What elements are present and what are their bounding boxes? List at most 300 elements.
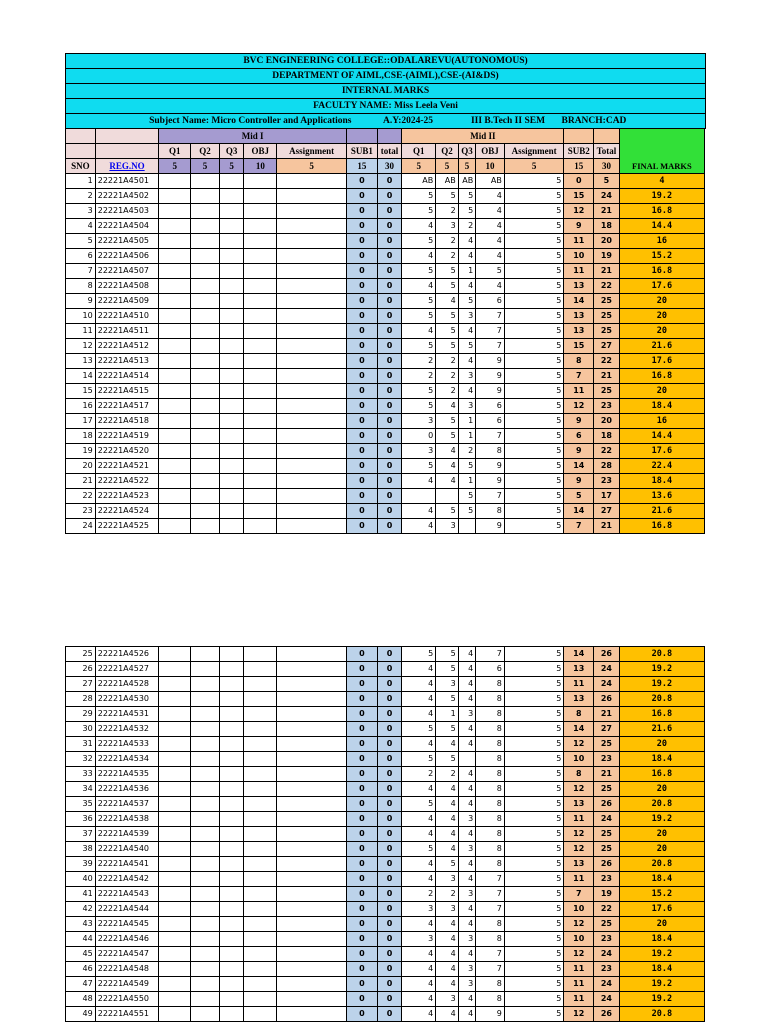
mid1-q2-cell <box>191 872 220 887</box>
total1-cell: 0 <box>377 444 402 459</box>
mid1-assignment-cell <box>277 722 347 737</box>
sub2-cell: 13 <box>564 309 594 324</box>
mid2-q1-cell: 5 <box>402 459 436 474</box>
mid2-assignment-cell: 5 <box>504 174 564 189</box>
mid1-q3-cell <box>219 962 244 977</box>
regno-cell: 22221A4514 <box>95 369 159 384</box>
mid1-q1-cell <box>159 399 191 414</box>
mid1-assignment-cell <box>277 174 347 189</box>
mid1-q1-cell <box>159 827 191 842</box>
table-row <box>66 249 705 264</box>
sno-cell: 6 <box>66 249 96 264</box>
mid1-assignment-cell <box>277 827 347 842</box>
mid1-q3-cell <box>219 752 244 767</box>
mid1-assignment-cell <box>277 294 347 309</box>
mid2-assignment-cell: 5 <box>504 414 564 429</box>
mid2-q1-cell: 0 <box>402 429 436 444</box>
total2-cell: 26 <box>594 692 620 707</box>
mid1-q2-cell <box>191 677 220 692</box>
regno-cell: 22221A4523 <box>95 489 159 504</box>
table-row <box>66 647 705 662</box>
mid2-assignment-cell: 5 <box>504 887 563 902</box>
mid1-obj-cell <box>244 677 277 692</box>
final-marks-cell: 20.8 <box>619 1007 704 1022</box>
sub1-cell: 0 <box>346 1007 377 1022</box>
mid1-obj-cell <box>244 992 277 1007</box>
mid2-q3-cell: 5 <box>458 294 475 309</box>
final-marks-cell: 20 <box>619 842 704 857</box>
sub2-cell: 15 <box>564 339 594 354</box>
mid1-q1-cell <box>159 1007 191 1022</box>
total1-cell: 0 <box>377 797 402 812</box>
mid1-assignment-cell <box>277 902 347 917</box>
total1-cell: 0 <box>377 519 402 534</box>
mid1-q2-cell <box>191 249 220 264</box>
mid2-obj-cell: 7 <box>476 339 505 354</box>
mid1-obj-cell <box>244 797 277 812</box>
mid1-q3-cell <box>219 504 244 519</box>
total2-cell: 5 <box>594 174 620 189</box>
final-marks-cell: 18.4 <box>619 752 704 767</box>
table-row <box>66 662 705 677</box>
sub1-cell: 0 <box>346 249 377 264</box>
total1-cell: 0 <box>377 707 402 722</box>
col-q2: Q2 <box>191 144 220 159</box>
total2-cell: 19 <box>594 887 620 902</box>
mid2-q2-cell: 4 <box>436 474 459 489</box>
mid1-q3-cell <box>219 812 244 827</box>
mid1-assignment-cell <box>277 962 347 977</box>
mid1-q2-cell <box>191 1007 220 1022</box>
mid2-assignment-cell: 5 <box>504 767 563 782</box>
mid2-assignment-cell: 5 <box>504 872 563 887</box>
mid1-q2-cell <box>191 279 220 294</box>
table-row <box>66 722 705 737</box>
mid2-assignment-cell: 5 <box>504 204 564 219</box>
mid2-assignment-cell: 5 <box>504 504 564 519</box>
mid2-q1-cell: 4 <box>402 662 436 677</box>
mid2-q1-cell: 4 <box>402 857 436 872</box>
final-marks-cell: 22.4 <box>619 459 704 474</box>
mid1-q2-cell <box>191 752 220 767</box>
mid2-obj-cell: 8 <box>476 977 505 992</box>
regno-cell: 22221A4528 <box>95 677 159 692</box>
sno-cell: 38 <box>66 842 96 857</box>
mid1-assignment-cell <box>277 782 347 797</box>
sub2-cell: 12 <box>564 827 594 842</box>
mid1-assignment-cell <box>277 399 347 414</box>
header-empty-sno <box>66 129 96 144</box>
mid1-assignment-cell <box>277 489 347 504</box>
total1-cell: 0 <box>377 1007 402 1022</box>
sub1-cell: 0 <box>346 204 377 219</box>
total1-cell: 0 <box>377 174 402 189</box>
regno-cell: 22221A4526 <box>95 647 159 662</box>
mid2-q2-cell: 4 <box>436 947 459 962</box>
mid1-q2-cell <box>191 767 220 782</box>
mid2-obj-cell: 9 <box>476 354 505 369</box>
mid2-q2-cell: 1 <box>436 707 459 722</box>
sno-cell: 27 <box>66 677 96 692</box>
final-marks-cell: 20 <box>619 827 704 842</box>
total2-cell: 18 <box>594 429 620 444</box>
mid2-q2-cell: 3 <box>436 992 459 1007</box>
regno-cell: 22221A4521 <box>95 459 159 474</box>
sub1-cell: 0 <box>346 797 377 812</box>
final-marks-cell: 21.6 <box>619 339 704 354</box>
sno-cell: 37 <box>66 827 96 842</box>
sub1-cell: 0 <box>346 827 377 842</box>
mid1-q1-cell <box>159 249 191 264</box>
mid1-q2-cell <box>191 827 220 842</box>
mid2-obj-cell: 4 <box>476 234 505 249</box>
table-row <box>66 414 705 429</box>
final-marks-cell: 20 <box>619 309 704 324</box>
mid1-obj-cell <box>244 354 277 369</box>
final-marks-cell: 18.4 <box>619 399 704 414</box>
total2-cell: 26 <box>594 857 620 872</box>
mid1-assignment-cell <box>277 444 347 459</box>
mid2-obj-cell: 8 <box>476 842 505 857</box>
mid2-q2-cell: 5 <box>436 857 459 872</box>
mid2-q3-cell: 4 <box>458 857 475 872</box>
mid2-q1-cell: 5 <box>402 752 436 767</box>
final-marks-cell: 14.4 <box>619 429 704 444</box>
sub2-cell: 12 <box>564 917 594 932</box>
table-row <box>66 294 705 309</box>
mid1-assignment-cell <box>277 354 347 369</box>
table-row <box>66 264 705 279</box>
mid2-obj-cell: 8 <box>476 812 505 827</box>
mid1-q3-cell <box>219 309 244 324</box>
total1-cell: 0 <box>377 902 402 917</box>
regno-cell: 22221A4527 <box>95 662 159 677</box>
mid2-q1-cell: 5 <box>402 339 436 354</box>
regno-cell: 22221A4539 <box>95 827 159 842</box>
mid2-q2-cell: 5 <box>436 752 459 767</box>
mid1-assignment-cell <box>277 932 347 947</box>
regno-cell: 22221A4544 <box>95 902 159 917</box>
total2-cell: 25 <box>594 782 620 797</box>
mid1-q2-cell <box>191 234 220 249</box>
total2-cell: 28 <box>594 459 620 474</box>
final-marks-cell: 19.2 <box>619 677 704 692</box>
mid2-q3-cell: 3 <box>458 962 475 977</box>
mid2-assignment-cell: 5 <box>504 309 564 324</box>
mid2-q2-cell: 4 <box>436 932 459 947</box>
table-row <box>66 204 705 219</box>
mid1-obj-cell <box>244 752 277 767</box>
mid1-q2-cell <box>191 489 220 504</box>
sub2-cell: 11 <box>564 962 594 977</box>
regno-cell: 22221A4522 <box>95 474 159 489</box>
mid1-q2-cell <box>191 459 220 474</box>
sno-cell: 40 <box>66 872 96 887</box>
sno-cell: 30 <box>66 722 96 737</box>
mid2-obj-cell: 7 <box>476 489 505 504</box>
mid1-q1-cell <box>159 264 191 279</box>
sno-cell: 3 <box>66 204 96 219</box>
total1-cell: 0 <box>377 309 402 324</box>
mid2-q2-cell: 4 <box>436 962 459 977</box>
total2-cell: 21 <box>594 204 620 219</box>
mid2-obj-cell: 8 <box>476 797 505 812</box>
mid1-q3-cell <box>219 489 244 504</box>
sub1-cell: 0 <box>346 429 377 444</box>
total1-cell: 0 <box>377 932 402 947</box>
mid2-assignment-cell: 5 <box>504 354 564 369</box>
mid1-q2-cell <box>191 917 220 932</box>
sno-cell: 8 <box>66 279 96 294</box>
mid2-assignment-cell: 5 <box>504 902 563 917</box>
mid2-q1-cell: 4 <box>402 827 436 842</box>
total1-cell: 0 <box>377 662 402 677</box>
mid2-assignment-cell: 5 <box>504 339 564 354</box>
mid2-q3-cell: 4 <box>458 662 475 677</box>
mid2-obj-cell: 8 <box>476 737 505 752</box>
mid1-assignment-cell <box>277 279 347 294</box>
regno-cell: 22221A4537 <box>95 797 159 812</box>
mid1-q1-cell <box>159 737 191 752</box>
total1-cell: 0 <box>377 827 402 842</box>
total1-cell: 0 <box>377 234 402 249</box>
faculty-name: FACULTY NAME: Miss Leela Veni <box>66 99 706 114</box>
mid1-assignment-cell <box>277 339 347 354</box>
mid2-q2-cell: 4 <box>436 812 459 827</box>
mid2-assignment-cell: 5 <box>504 189 564 204</box>
mid2-q3-cell: 1 <box>458 264 475 279</box>
total1-cell: 0 <box>377 947 402 962</box>
total1-cell: 0 <box>377 354 402 369</box>
mid2-q2-cell: 2 <box>436 887 459 902</box>
total1-cell: 0 <box>377 384 402 399</box>
col-q1-mid2: Q1 <box>402 144 436 159</box>
mid2-q3-cell: 4 <box>458 782 475 797</box>
header-empty-reg <box>95 129 159 144</box>
total1-cell: 0 <box>377 677 402 692</box>
mid1-obj-cell <box>244 384 277 399</box>
sub2-cell: 11 <box>564 677 594 692</box>
sno-cell: 31 <box>66 737 96 752</box>
marks-body-part2 <box>66 647 705 1022</box>
mid1-q2-cell <box>191 414 220 429</box>
total2-cell: 24 <box>594 992 620 1007</box>
sub2-cell: 9 <box>564 414 594 429</box>
mid1-q3-cell <box>219 429 244 444</box>
mid1-q3-cell <box>219 722 244 737</box>
mid1-q2-cell <box>191 504 220 519</box>
mid1-q3-cell <box>219 414 244 429</box>
total1-cell: 0 <box>377 842 402 857</box>
mid2-q1-cell: 4 <box>402 249 436 264</box>
sno-cell: 4 <box>66 219 96 234</box>
col-regno-link[interactable]: REG.NO <box>109 161 145 171</box>
subject-name: Subject Name: Micro Controller and Applications <box>66 114 356 129</box>
total2-cell: 20 <box>594 414 620 429</box>
total1-cell: 0 <box>377 917 402 932</box>
final-marks-cell: 16.8 <box>619 707 704 722</box>
total1-cell: 0 <box>377 429 402 444</box>
final-marks-cell: 20 <box>619 737 704 752</box>
mid2-obj-cell: 9 <box>476 384 505 399</box>
total1-cell: 0 <box>377 264 402 279</box>
mid2-q3-cell: 1 <box>458 474 475 489</box>
sub1-cell: 0 <box>346 677 377 692</box>
sub1-cell: 0 <box>346 279 377 294</box>
mid1-q3-cell <box>219 842 244 857</box>
mid1-q2-cell <box>191 429 220 444</box>
mid2-assignment-cell: 5 <box>504 459 564 474</box>
mid2-q1-cell: 4 <box>402 737 436 752</box>
mid2-q2-cell: 4 <box>436 737 459 752</box>
table-row <box>66 782 705 797</box>
mid1-q3-cell <box>219 677 244 692</box>
total2-cell: 27 <box>594 722 620 737</box>
regno-cell: 22221A4505 <box>95 234 159 249</box>
table-row <box>66 474 705 489</box>
mid1-assignment-cell <box>277 204 347 219</box>
mid1-q2-cell <box>191 219 220 234</box>
regno-cell: 22221A4542 <box>95 872 159 887</box>
table-row <box>66 189 705 204</box>
mid2-q3-cell: 4 <box>458 1007 475 1022</box>
total2-cell: 18 <box>594 219 620 234</box>
regno-cell: 22221A4547 <box>95 947 159 962</box>
total2-cell: 24 <box>594 977 620 992</box>
sub1-cell: 0 <box>346 857 377 872</box>
mid2-q3-cell: 4 <box>458 797 475 812</box>
mid2-obj-cell: 4 <box>476 204 505 219</box>
mid2-q1-cell: 5 <box>402 399 436 414</box>
max-obj: 10 <box>244 159 277 174</box>
total2-cell: 26 <box>594 1007 620 1022</box>
mid1-obj-cell <box>244 519 277 534</box>
mid1-q3-cell <box>219 189 244 204</box>
mid2-q2-cell: 2 <box>436 767 459 782</box>
mid2-assignment-cell: 5 <box>504 1007 563 1022</box>
total2-cell: 26 <box>594 797 620 812</box>
total2-cell: 23 <box>594 752 620 767</box>
mid2-q1-cell: 4 <box>402 1007 436 1022</box>
sno-cell: 10 <box>66 309 96 324</box>
mid2-assignment-cell: 5 <box>504 947 563 962</box>
mid2-assignment-cell: 5 <box>504 234 564 249</box>
table-row <box>66 444 705 459</box>
regno-cell: 22221A4503 <box>95 204 159 219</box>
mid2-q1-cell: 4 <box>402 474 436 489</box>
mid1-q2-cell <box>191 662 220 677</box>
total2-cell: 25 <box>594 827 620 842</box>
academic-year: A.Y:2024-25 <box>356 114 461 129</box>
total1-cell: 0 <box>377 962 402 977</box>
sub2-cell: 12 <box>564 737 594 752</box>
mid1-q3-cell <box>219 459 244 474</box>
final-marks-cell: 20.8 <box>619 692 704 707</box>
mid2-q1-cell: 5 <box>402 309 436 324</box>
sno-cell: 48 <box>66 992 96 1007</box>
regno-cell: 22221A4519 <box>95 429 159 444</box>
table-row <box>66 309 705 324</box>
mid2-obj-cell: 9 <box>476 474 505 489</box>
sub1-cell: 0 <box>346 992 377 1007</box>
final-marks-cell: 18.4 <box>619 872 704 887</box>
mid2-assignment-cell: 5 <box>504 932 563 947</box>
final-marks-cell: 17.6 <box>619 902 704 917</box>
sub1-cell: 0 <box>346 474 377 489</box>
mid2-q2-cell: 3 <box>436 519 459 534</box>
mid1-q1-cell <box>159 677 191 692</box>
mid1-obj-cell <box>244 249 277 264</box>
total2-cell: 23 <box>594 962 620 977</box>
mid1-assignment-cell <box>277 917 347 932</box>
total2-cell: 24 <box>594 677 620 692</box>
sub1-cell: 0 <box>346 414 377 429</box>
mid2-q3-cell <box>458 519 475 534</box>
mid1-q3-cell <box>219 857 244 872</box>
table-row <box>66 842 705 857</box>
mid1-q1-cell <box>159 992 191 1007</box>
sno-cell: 17 <box>66 414 96 429</box>
total2-cell: 23 <box>594 399 620 414</box>
mid1-q2-cell <box>191 384 220 399</box>
marks-table-continued <box>65 646 705 1022</box>
total2-cell: 27 <box>594 339 620 354</box>
sno-cell: 24 <box>66 519 96 534</box>
mid1-assignment-cell <box>277 947 347 962</box>
mid1-q1-cell <box>159 662 191 677</box>
sno-cell: 46 <box>66 962 96 977</box>
mid2-obj-cell: 8 <box>476 767 505 782</box>
sub1-cell: 0 <box>346 932 377 947</box>
total1-cell: 0 <box>377 369 402 384</box>
mid1-assignment-cell <box>277 872 347 887</box>
col-sno: SNO <box>66 159 96 174</box>
sub2-cell: 11 <box>564 812 594 827</box>
mid1-q1-cell <box>159 797 191 812</box>
sno-cell: 9 <box>66 294 96 309</box>
mid2-q1-cell: 4 <box>402 812 436 827</box>
total1-cell: 0 <box>377 279 402 294</box>
mid2-obj-cell: 7 <box>476 647 505 662</box>
mid1-q3-cell <box>219 519 244 534</box>
marks-body-part1 <box>66 174 705 534</box>
mid1-q3-cell <box>219 647 244 662</box>
mid2-obj-cell: 9 <box>476 459 505 474</box>
mid2-assignment-cell: 5 <box>504 324 564 339</box>
mid1-assignment-cell <box>277 324 347 339</box>
mid1-obj-cell <box>244 294 277 309</box>
total2-cell: 21 <box>594 707 620 722</box>
mid2-q3-cell: 4 <box>458 647 475 662</box>
final-marks-cell: 17.6 <box>619 279 704 294</box>
mid2-q1-cell: 5 <box>402 842 436 857</box>
regno-cell: 22221A4532 <box>95 722 159 737</box>
sno-cell: 29 <box>66 707 96 722</box>
sno-cell: 7 <box>66 264 96 279</box>
sub2-cell: 14 <box>564 647 594 662</box>
mid2-assignment-cell: 5 <box>504 857 563 872</box>
sub1-cell: 0 <box>346 504 377 519</box>
sub1-cell: 0 <box>346 309 377 324</box>
total1-cell: 0 <box>377 647 402 662</box>
mid1-q2-cell <box>191 204 220 219</box>
sub2-cell: 8 <box>564 707 594 722</box>
mid2-obj-cell: 6 <box>476 399 505 414</box>
mid2-q3-cell: 4 <box>458 827 475 842</box>
final-marks-cell: 21.6 <box>619 722 704 737</box>
mid2-obj-cell: 7 <box>476 324 505 339</box>
table-row <box>66 827 705 842</box>
